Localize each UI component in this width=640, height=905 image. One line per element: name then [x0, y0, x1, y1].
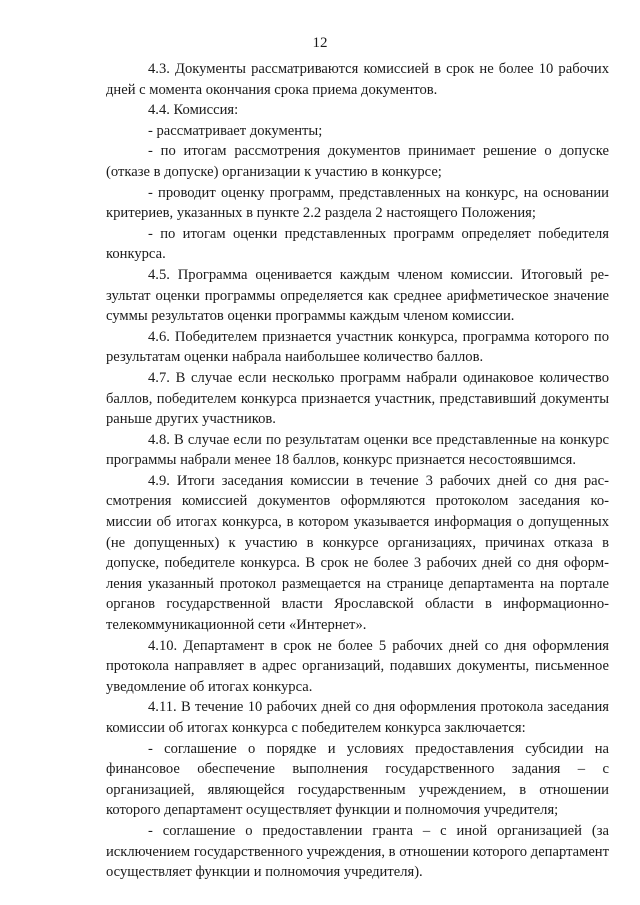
paragraph-4-11: 4.11. В течение 10 рабочих дней со дня оформления протокола заседания комиссии об итогах конкурса с победителем конкурса заключается: [106, 699, 609, 736]
document-body [106, 59, 609, 883]
list-item: - соглашение о порядке и условиях предоставления субсидии на финансовое обеспечение выполнения государственного задания – с организацией, являющейся государственным учреждением, в отношении которого департамент осуществляет функции и полномочия учредителя; [106, 740, 609, 819]
paragraph-4-3: 4.3. Документы рассматриваются комиссией в срок не более 10 рабочих дней с момента окончания срока приема документов. [106, 61, 609, 98]
paragraph-4-9: 4.9. Итоги заседания комиссии в течение 3 рабочих дней со дня рассмотрения комиссией документов оформляются протоколом заседания комиссии об итогах конкурса, в котором указывается информация о допущенных (не допущенных) к участию в конкурсе организациях, причинах отказа в допуске, победителе конкурса. В срок не более 3 рабочих дней со дня оформления указанный протокол размещается на странице департамента на портале органов государственной власти Ярославской области в информационно-телекоммуникационной сети «Интернет». [106, 472, 609, 634]
page-number: 12 [312, 35, 328, 51]
paragraph-4-6: 4.6. Победителем признается участник конкурса, программа которого по результатам оценки набрала наибольшее количество баллов. [106, 328, 609, 366]
paragraph-4-8: 4.8. В случае если по результатам оценки все представленные на конкурс программы набрали менее 18 баллов, конкурс признается несостоявшимся. [106, 431, 609, 469]
paragraph-4-4: 4.4. Комиссия: [148, 102, 239, 119]
list-item: - рассматривает документы; [148, 122, 323, 139]
paragraph-4-10: 4.10. Департамент в срок не более 5 рабочих дней со дня оформления протокола направляет в адрес организаций, подавших документы, письменное уведомление об итогах конкурса. [106, 637, 609, 695]
list-item: - по итогам оценки представленных программ определяет победителя конкурса. [106, 225, 609, 263]
paragraph-4-7: 4.7. В случае если несколько программ набрали одинаковое количество баллов, победителем конкурса признается участник, представивший документы раньше других участников. [106, 369, 609, 428]
list-item: - по итогам рассмотрения документов принимает решение о допуске (отказе в допуске) организации к участию в конкурсе; [106, 143, 609, 180]
paragraph-4-5: 4.5. Программа оценивается каждым членом комиссии. Итоговый результат оценки программы определяется как среднее арифметическое значение суммы результатов оценки программы каждым членом комиссии. [106, 266, 609, 325]
list-item: - проводит оценку программ, представленных на конкурс, на основании критериев, указанных в пункте 2.2 раздела 2 настоящего Положения; [106, 184, 609, 222]
list-item: - соглашение о предоставлении гранта – с иной организацией (за исключением государственного учреждения, в отношении которого департамент осуществляет функции и полномочия учредителя). [106, 822, 609, 881]
